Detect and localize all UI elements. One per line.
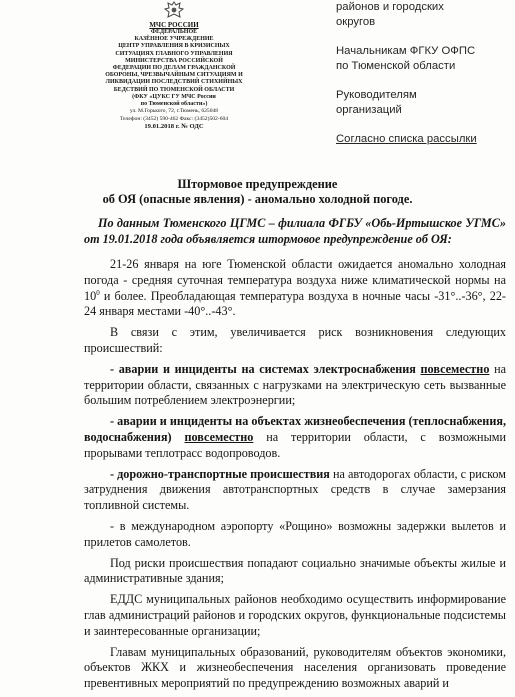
forecast-paragraph: 21-26 января на юге Тюменской области ожидается аномально холодная погода - средняя суточная температура воздуха ниже климатической нормы на $10^0$ и более. Преобладающая температура воздуха в ночные часы -31°..-36°, 22-24 января местами -40°..-43°. [84, 257, 506, 319]
risk-intro-paragraph: В связи с этим, увеличивается риск возникновения следующих происшествий: [84, 325, 506, 355]
ministry-name: МЧС РОССИИ [149, 21, 199, 29]
degree-mark: 0 [96, 288, 100, 297]
document-date-number: 19.01.2018 г. № ОДС [144, 123, 204, 131]
organization-name: ФЕДЕРАЛЬНОЕ КАЗЁННОЕ УЧРЕЖДЕНИЕ ЦЕНТР УПРАВЛЕНИЯ В КРИЗИСНЫХ СИТУАЦИЯХ ГЛАВНОГО УПРАВЛЕНИЯ МИНИСТЕРСТВА РОССИЙСКОЙ ФЕДЕРАЦИИ ПО ДЕЛАМ ГРАЖДАНСКОЙ ОБОРОНЫ, ЧРЕЗВЫЧАЙНЫМ СИТУАЦИЯМ И ЛИКВИДАЦИИ ПОСЛЕДСТВИЙ СТИХИЙНЫХ БЕДСТВИЙ ПО ТЮМЕНСКОЙ ОБЛАСТИ (ФКУ «ЦУКС ГУ МЧС России по Тюменской области») [105, 29, 243, 108]
risk-objects-paragraph: Под риски происшествия попадают социально значимые объекты жилые и административные здания; [84, 555, 506, 586]
document-body [84, 216, 506, 697]
org-phone: Телефон: (3452) 590-462 Факс: (3452)502-604 [119, 115, 229, 122]
heading-subtitle: об ОЯ (опасные явления) - аномально холодной погоде. [102, 191, 413, 206]
risk-power-supply: - аварии и инциденты на системах электроснабжения повсеместно на территории области, связанных с нагрузками на электрическую сеть вызванные большим потреблением электроэнергии; [84, 361, 507, 408]
addressee-organizations: Руководителям организаций [336, 89, 417, 116]
addressee-districts: районов и городских округов [336, 1, 444, 28]
heads-instruction-paragraph: Главам муниципальных образований, руководителям объектов экономики, объектов ЖКХ и жизнеобеспечения населения организовать проведение превентивных мероприятий по предупреждению возможных аварий и [84, 644, 506, 691]
document-heading [0, 177, 515, 206]
lead-paragraph: По данным Тюменского ЦГМС – филиала ФГБУ «Обь-Иртышское УГМС» от 19.01.2018 года объявляется штормовое предупреждение об ОЯ: [84, 216, 506, 246]
addressee-fire-service: Начальникам ФГКУ ОФПС по Тюменской области [336, 45, 476, 72]
risk-airport: - в международном аэропорту «Рощино» возможны задержки вылетов и прилетов самолетов. [84, 518, 506, 549]
emblem-icon [163, 0, 185, 20]
mailing-list-note: Согласно списка рассылки [336, 133, 477, 145]
heading-title: Штормовое предупреждение [177, 177, 338, 191]
letterhead [86, 0, 262, 131]
risk-road-traffic: - дорожно-транспортные происшествия на автодорогах области, с риском затруднения движения автотранспортных средств в случае замерзания топливной системы. [84, 466, 506, 513]
risk-life-support: - аварии и инциденты на объектах жизнеобеспечения (теплоснабжения, водоснабжения) повсеместно на территории области, с возможными прорывами теплотрасс водопроводов. [84, 414, 506, 460]
org-address: ул. М.Горького, 72, г.Тюмень, 625048 [129, 108, 219, 115]
addressee-block [336, 0, 514, 147]
edds-instruction-paragraph: ЕДДС муниципальных районов необходимо осуществить информирование глав администраций районов и городских округов, функциональные подсистемы и заинтересованные организации; [84, 592, 506, 638]
